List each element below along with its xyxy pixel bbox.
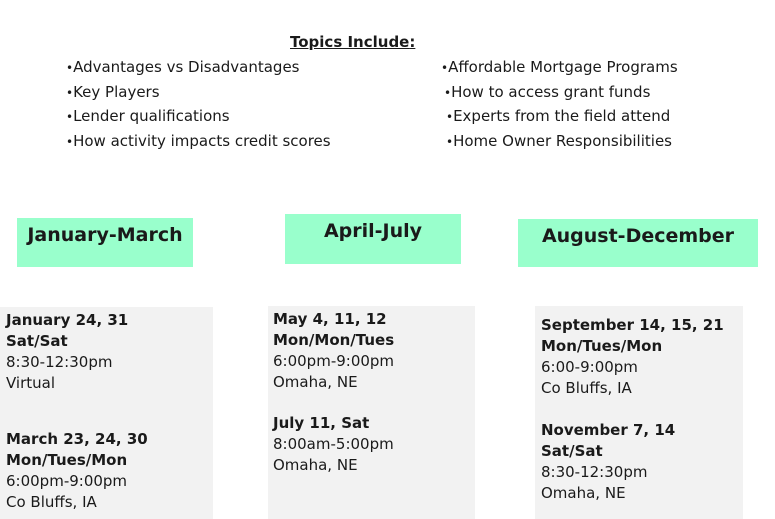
topics-list-right xyxy=(441,56,678,154)
bullet-icon: • xyxy=(66,134,74,149)
topic-item: •How activity impacts credit scores xyxy=(66,131,331,150)
event-weekdays: Mon/Mon/Tues xyxy=(273,331,395,349)
bullet-icon: • xyxy=(444,85,452,100)
event-weekdays: Mon/Tues/Mon xyxy=(541,337,663,355)
event-block xyxy=(6,310,128,394)
event-time: 6:00pm-9:00pm xyxy=(6,472,128,490)
event-weekdays: Sat/Sat xyxy=(6,332,68,350)
event-weekdays: Mon/Tues/Mon xyxy=(6,451,128,469)
event-location: Co Bluffs, IA xyxy=(6,493,97,511)
event-dates: September 14, 15, 21 xyxy=(541,316,724,334)
bullet-icon: • xyxy=(66,61,74,75)
event-time: 8:30-12:30pm xyxy=(6,353,113,371)
event-time: 8:30-12:30pm xyxy=(541,463,648,481)
bullet-icon: • xyxy=(441,61,449,75)
event-dates: July 11, Sat xyxy=(273,414,370,432)
bullet-icon: • xyxy=(446,134,454,149)
event-block xyxy=(273,309,394,393)
topic-item: •Lender qualifications xyxy=(66,107,230,125)
topic-item: •Experts from the field attend xyxy=(446,107,671,125)
event-block xyxy=(273,413,394,476)
event-dates: November 7, 14 xyxy=(541,421,676,439)
event-block xyxy=(541,420,675,504)
bullet-icon: • xyxy=(66,85,74,100)
event-location: Omaha, NE xyxy=(273,456,358,474)
event-location: Omaha, NE xyxy=(273,373,358,391)
bullet-icon: • xyxy=(66,110,74,124)
event-time: 8:00am-5:00pm xyxy=(273,435,394,453)
bullet-icon: • xyxy=(446,110,454,124)
topic-item: •Key Players xyxy=(66,82,160,101)
event-block xyxy=(6,429,148,513)
topics-heading: Topics Include: xyxy=(290,33,416,51)
season-header-january-march: January-March xyxy=(17,218,193,267)
event-dates: May 4, 11, 12 xyxy=(273,310,387,328)
event-dates: March 23, 24, 30 xyxy=(6,430,148,448)
event-location: Virtual xyxy=(6,374,56,392)
event-location: Omaha, NE xyxy=(541,484,626,502)
event-dates: January 24, 31 xyxy=(6,311,129,329)
event-location: Co Bluffs, IA xyxy=(541,379,632,397)
topic-item: •Advantages vs Disadvantages xyxy=(66,58,300,76)
event-block xyxy=(541,315,724,399)
topic-item: •Home Owner Responsibilities xyxy=(446,131,672,150)
event-time: 6:00pm-9:00pm xyxy=(273,352,395,370)
season-header-april-july: April-July xyxy=(285,214,461,264)
season-header-august-december: August-December xyxy=(518,219,758,267)
topics-list-left xyxy=(66,56,331,154)
topic-item: •Affordable Mortgage Programs xyxy=(441,58,678,76)
topic-item: •How to access grant funds xyxy=(444,82,651,101)
event-weekdays: Sat/Sat xyxy=(541,442,603,460)
event-time: 6:00-9:00pm xyxy=(541,358,638,376)
